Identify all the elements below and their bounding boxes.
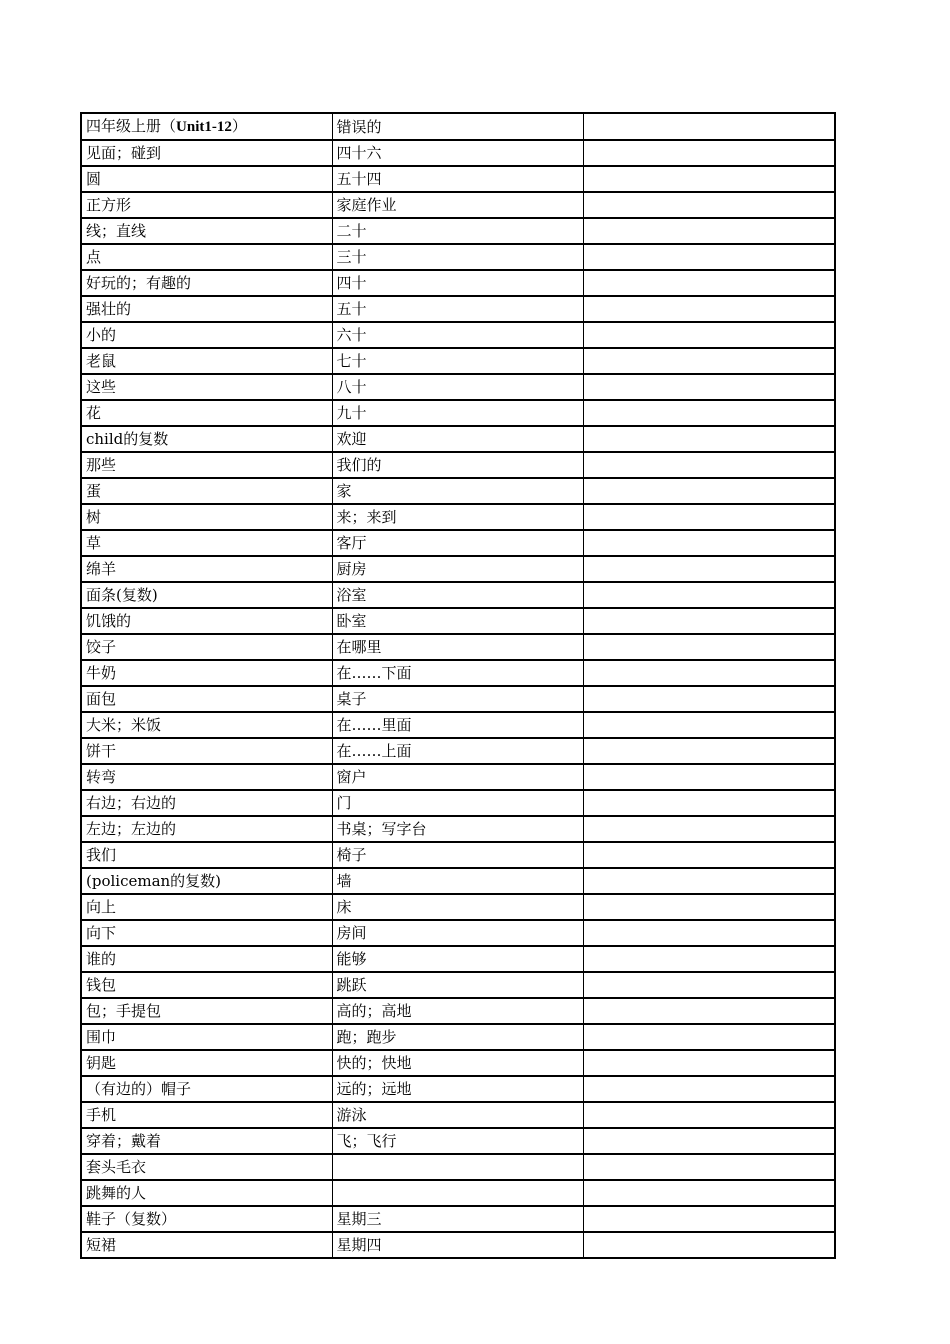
table-cell: 厨房 [332, 556, 583, 582]
table-cell [583, 998, 835, 1024]
table-cell: 套头毛衣 [81, 1154, 332, 1180]
table-cell [583, 556, 835, 582]
table-row [81, 894, 835, 920]
table-cell: 鞋子（复数） [81, 1206, 332, 1232]
table-row [81, 998, 835, 1024]
table-row [81, 1050, 835, 1076]
table-cell: 这些 [81, 374, 332, 400]
table-row [81, 1154, 835, 1180]
table-cell: 在……上面 [332, 738, 583, 764]
table-cell: 跑；跑步 [332, 1024, 583, 1050]
table-row [81, 790, 835, 816]
table-row [81, 868, 835, 894]
table-cell: 花 [81, 400, 332, 426]
table-row [81, 270, 835, 296]
table-cell: 床 [332, 894, 583, 920]
table-row [81, 140, 835, 166]
table-cell [583, 1206, 835, 1232]
table-cell: 窗户 [332, 764, 583, 790]
table-cell: 面条(复数) [81, 582, 332, 608]
table-cell: 右边；右边的 [81, 790, 332, 816]
table-cell: 钱包 [81, 972, 332, 998]
table-cell [332, 1180, 583, 1206]
table-row [81, 478, 835, 504]
table-cell: 我们 [81, 842, 332, 868]
table-cell [583, 972, 835, 998]
table-row [81, 348, 835, 374]
title-unit: Unit1-12 [176, 119, 232, 135]
table-row [81, 452, 835, 478]
table-cell: 远的；远地 [332, 1076, 583, 1102]
table-cell: 家 [332, 478, 583, 504]
table-cell [583, 660, 835, 686]
table-cell [583, 842, 835, 868]
table-cell: 牛奶 [81, 660, 332, 686]
table-cell: 绵羊 [81, 556, 332, 582]
table-cell: 墙 [332, 868, 583, 894]
table-cell: 大米；米饭 [81, 712, 332, 738]
table-cell [583, 582, 835, 608]
title-prefix: 四年级上册（ [86, 117, 177, 135]
table-cell: 欢迎 [332, 426, 583, 452]
table-row [81, 296, 835, 322]
table-row [81, 1024, 835, 1050]
table-cell [583, 946, 835, 972]
table-cell: 能够 [332, 946, 583, 972]
table-cell [583, 738, 835, 764]
table-cell [583, 1076, 835, 1102]
table-row [81, 1102, 835, 1128]
table-row [81, 660, 835, 686]
table-cell: 卧室 [332, 608, 583, 634]
title-cell [81, 113, 332, 140]
table-cell: 五十 [332, 296, 583, 322]
table-cell: 老鼠 [81, 348, 332, 374]
table-cell [583, 894, 835, 920]
table-cell [583, 113, 835, 140]
table-cell: 包；手提包 [81, 998, 332, 1024]
table-cell: 客厅 [332, 530, 583, 556]
table-cell: 跳跃 [332, 972, 583, 998]
title-suffix: ） [231, 117, 247, 135]
table-cell [583, 608, 835, 634]
table-row [81, 920, 835, 946]
table-cell [332, 1154, 583, 1180]
table-cell [583, 478, 835, 504]
table-cell [583, 374, 835, 400]
table-cell: 那些 [81, 452, 332, 478]
table-cell [583, 218, 835, 244]
table-cell [583, 686, 835, 712]
table-cell [583, 166, 835, 192]
table-cell [583, 868, 835, 894]
table-row [81, 530, 835, 556]
table-row [81, 738, 835, 764]
table-cell [583, 426, 835, 452]
table-cell: 浴室 [332, 582, 583, 608]
table-cell: 来；来到 [332, 504, 583, 530]
table-row-title [81, 113, 835, 140]
vocabulary-table-body [81, 113, 835, 1258]
table-cell [583, 1232, 835, 1258]
table-cell [583, 322, 835, 348]
table-cell: (policeman的复数) [81, 868, 332, 894]
table-row [81, 556, 835, 582]
table-cell: 面包 [81, 686, 332, 712]
table-cell: 树 [81, 504, 332, 530]
table-row [81, 218, 835, 244]
table-cell: 游泳 [332, 1102, 583, 1128]
table-row [81, 1232, 835, 1258]
table-row [81, 608, 835, 634]
table-cell: 钥匙 [81, 1050, 332, 1076]
table-row [81, 400, 835, 426]
table-cell [583, 764, 835, 790]
table-row [81, 764, 835, 790]
table-cell: 家庭作业 [332, 192, 583, 218]
table-cell [583, 530, 835, 556]
table-cell: 见面；碰到 [81, 140, 332, 166]
table-row [81, 374, 835, 400]
table-cell: 九十 [332, 400, 583, 426]
table-cell [583, 400, 835, 426]
table-cell: 短裙 [81, 1232, 332, 1258]
table-cell: 星期三 [332, 1206, 583, 1232]
table-cell: 跳舞的人 [81, 1180, 332, 1206]
table-cell: 圆 [81, 166, 332, 192]
table-cell: 四十六 [332, 140, 583, 166]
table-cell: 星期四 [332, 1232, 583, 1258]
table-cell: 点 [81, 244, 332, 270]
table-cell: 书桌；写字台 [332, 816, 583, 842]
table-cell [583, 452, 835, 478]
table-cell: 谁的 [81, 946, 332, 972]
table-cell: 我们的 [332, 452, 583, 478]
table-cell [583, 712, 835, 738]
table-row [81, 192, 835, 218]
table-cell [583, 504, 835, 530]
table-cell: 七十 [332, 348, 583, 374]
table-cell: 好玩的；有趣的 [81, 270, 332, 296]
table-cell: 线；直线 [81, 218, 332, 244]
table-cell: （有边的）帽子 [81, 1076, 332, 1102]
table-cell: 左边；左边的 [81, 816, 332, 842]
table-cell: 在哪里 [332, 634, 583, 660]
table-cell: 转弯 [81, 764, 332, 790]
table-cell [583, 1180, 835, 1206]
table-row [81, 504, 835, 530]
table-cell: 在……下面 [332, 660, 583, 686]
table-cell: 向上 [81, 894, 332, 920]
table-cell: 在……里面 [332, 712, 583, 738]
table-cell [583, 1024, 835, 1050]
table-row [81, 1180, 835, 1206]
table-row [81, 972, 835, 998]
table-cell [583, 140, 835, 166]
table-cell: 飞；飞行 [332, 1128, 583, 1154]
table-row [81, 322, 835, 348]
table-cell [583, 1128, 835, 1154]
table-cell [583, 1102, 835, 1128]
table-cell [583, 816, 835, 842]
table-cell: child的复数 [81, 426, 332, 452]
table-cell: 六十 [332, 322, 583, 348]
table-cell [583, 1050, 835, 1076]
table-cell: 桌子 [332, 686, 583, 712]
table-row [81, 582, 835, 608]
table-cell: 蛋 [81, 478, 332, 504]
table-cell: 穿着；戴着 [81, 1128, 332, 1154]
table-cell: 草 [81, 530, 332, 556]
table-cell: 围巾 [81, 1024, 332, 1050]
table-cell: 门 [332, 790, 583, 816]
table-row [81, 634, 835, 660]
table-row [81, 244, 835, 270]
table-cell [583, 244, 835, 270]
table-row [81, 946, 835, 972]
table-cell [583, 920, 835, 946]
table-cell: 五十四 [332, 166, 583, 192]
table-row [81, 816, 835, 842]
table-cell: 快的；快地 [332, 1050, 583, 1076]
table-row [81, 712, 835, 738]
table-cell [583, 634, 835, 660]
table-row [81, 686, 835, 712]
table-cell: 饥饿的 [81, 608, 332, 634]
table-cell [583, 348, 835, 374]
table-cell: 高的；高地 [332, 998, 583, 1024]
table-cell: 向下 [81, 920, 332, 946]
table-cell: 房间 [332, 920, 583, 946]
table-cell: 手机 [81, 1102, 332, 1128]
table-cell: 小的 [81, 322, 332, 348]
table-cell: 八十 [332, 374, 583, 400]
table-cell: 三十 [332, 244, 583, 270]
table-cell: 强壮的 [81, 296, 332, 322]
table-row [81, 1076, 835, 1102]
table-row [81, 166, 835, 192]
table-cell: 二十 [332, 218, 583, 244]
table-cell [583, 296, 835, 322]
table-cell: 饼干 [81, 738, 332, 764]
table-cell: 椅子 [332, 842, 583, 868]
table-cell: 四十 [332, 270, 583, 296]
table-cell: 错误的 [332, 113, 583, 140]
vocabulary-table [80, 112, 836, 1259]
table-row [81, 426, 835, 452]
table-cell [583, 1154, 835, 1180]
table-cell [583, 192, 835, 218]
table-row [81, 842, 835, 868]
table-row [81, 1128, 835, 1154]
table-row [81, 1206, 835, 1232]
table-cell: 正方形 [81, 192, 332, 218]
table-cell: 饺子 [81, 634, 332, 660]
table-cell [583, 790, 835, 816]
table-cell [583, 270, 835, 296]
